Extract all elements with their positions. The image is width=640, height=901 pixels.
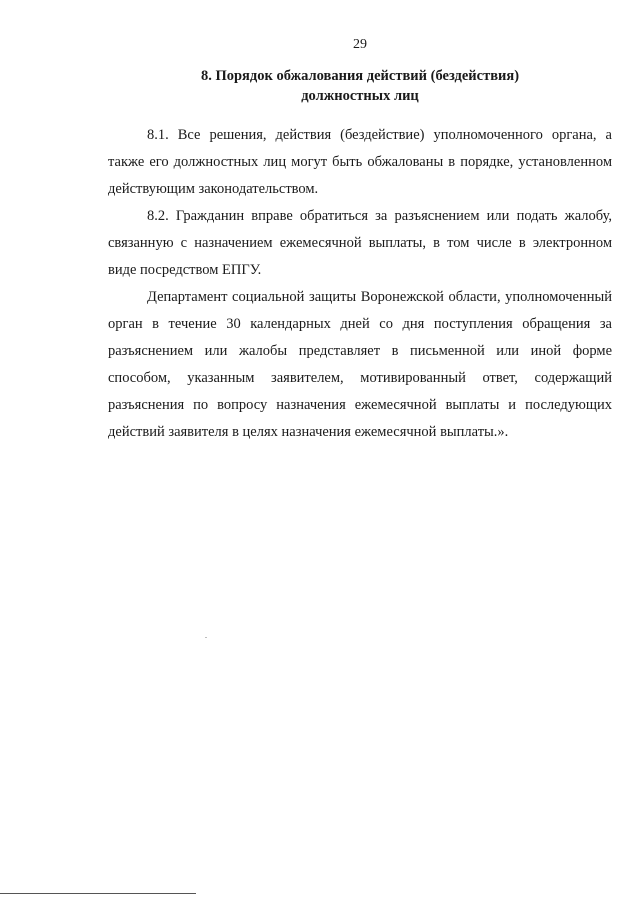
paragraph-8-2: 8.2. Гражданин вправе обратиться за разъяснением или подать жалобу, связанную с назначением ежемесячной выплаты, в том числе в электронном виде посредством ЕПГУ. [108,208,612,278]
section-title-line-2: должностных лиц [301,88,419,104]
scan-artifact [205,637,207,638]
page-number: 29 [353,37,367,52]
paragraph-department-response: Департамент социальной защиты Воронежской области, уполномоченный орган в течение 30 календарных дней со дня поступления обращения за разъяснением или жалобы представляет в письменной или иной форме способом, указанным заявителем, мотивированный ответ, содержащий разъяснения по вопросу назначения ежемесячной выплаты и последующих действий заявителя в целях назначения ежемесячной выплаты.». [108,289,612,440]
section-title [108,66,612,106]
section-title-line-1: 8. Порядок обжалования действий (бездействия) [200,68,520,84]
document-body [108,122,612,446]
footer-rule [0,893,196,894]
paragraph-8-1: 8.1. Все решения, действия (бездействие) уполномоченного органа, а также его должностных лиц могут быть обжалованы в порядке, установленном действующим законодательством. [108,127,612,197]
